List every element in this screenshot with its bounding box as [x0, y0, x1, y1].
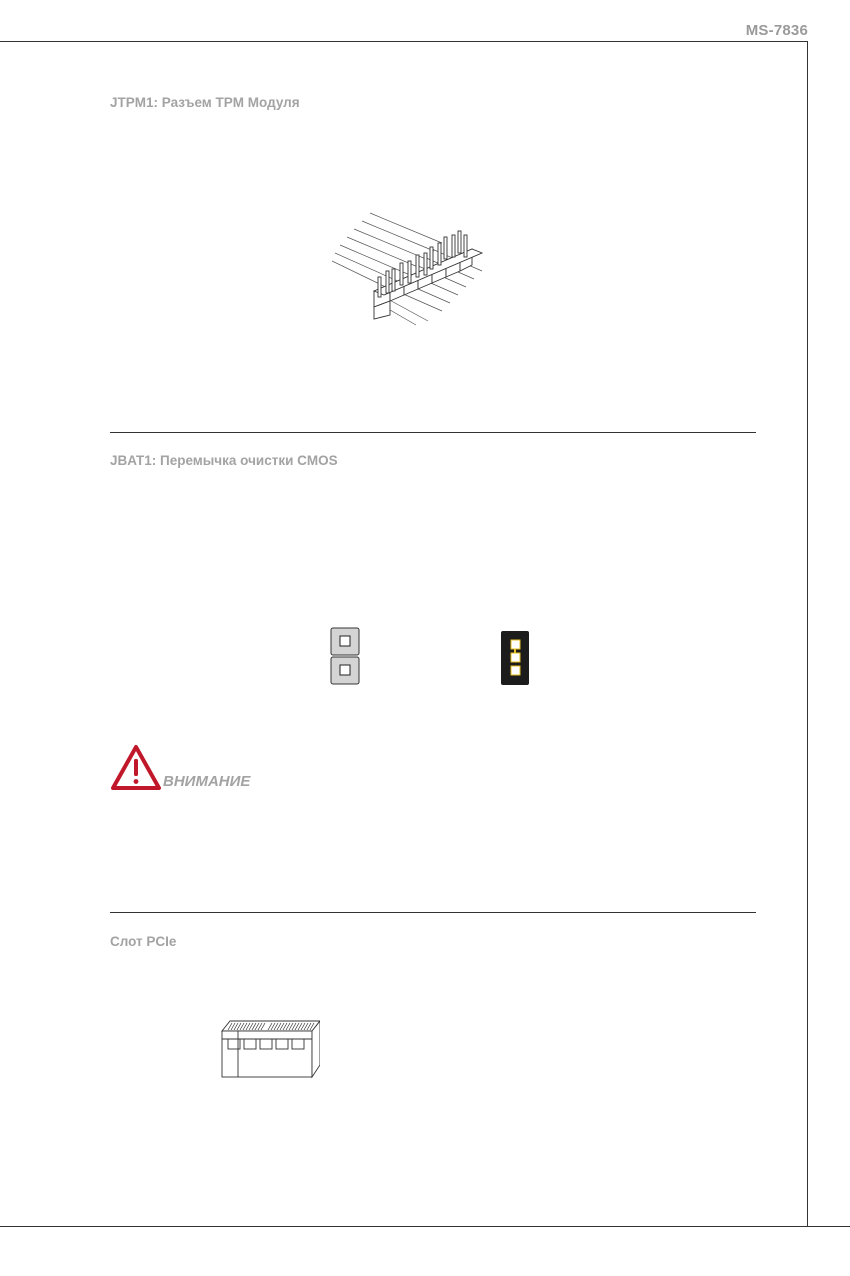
- jumper-closed-icon: [500, 630, 530, 686]
- warning-label: ВНИМАНИЕ: [163, 773, 251, 790]
- model-number: MS-7836: [745, 22, 808, 39]
- section-divider: [110, 432, 756, 433]
- tpm-pin-header-icon: [332, 205, 492, 327]
- margin-rule: [807, 41, 808, 1227]
- section-title-pcie: Слот PCIe: [110, 934, 177, 949]
- section-divider: [110, 912, 756, 913]
- footer-rule: [0, 1226, 850, 1227]
- warning-triangle-icon: [110, 744, 162, 792]
- header-rule: [0, 41, 808, 42]
- jumper-open-icon: [330, 627, 360, 685]
- section-title-jbat1: JBAT1: Перемычка очистки CMOS: [110, 453, 338, 468]
- pcie-slot-icon: [216, 1017, 320, 1079]
- section-title-jtpm1: JTPM1: Разъем TPM Модуля: [110, 95, 300, 110]
